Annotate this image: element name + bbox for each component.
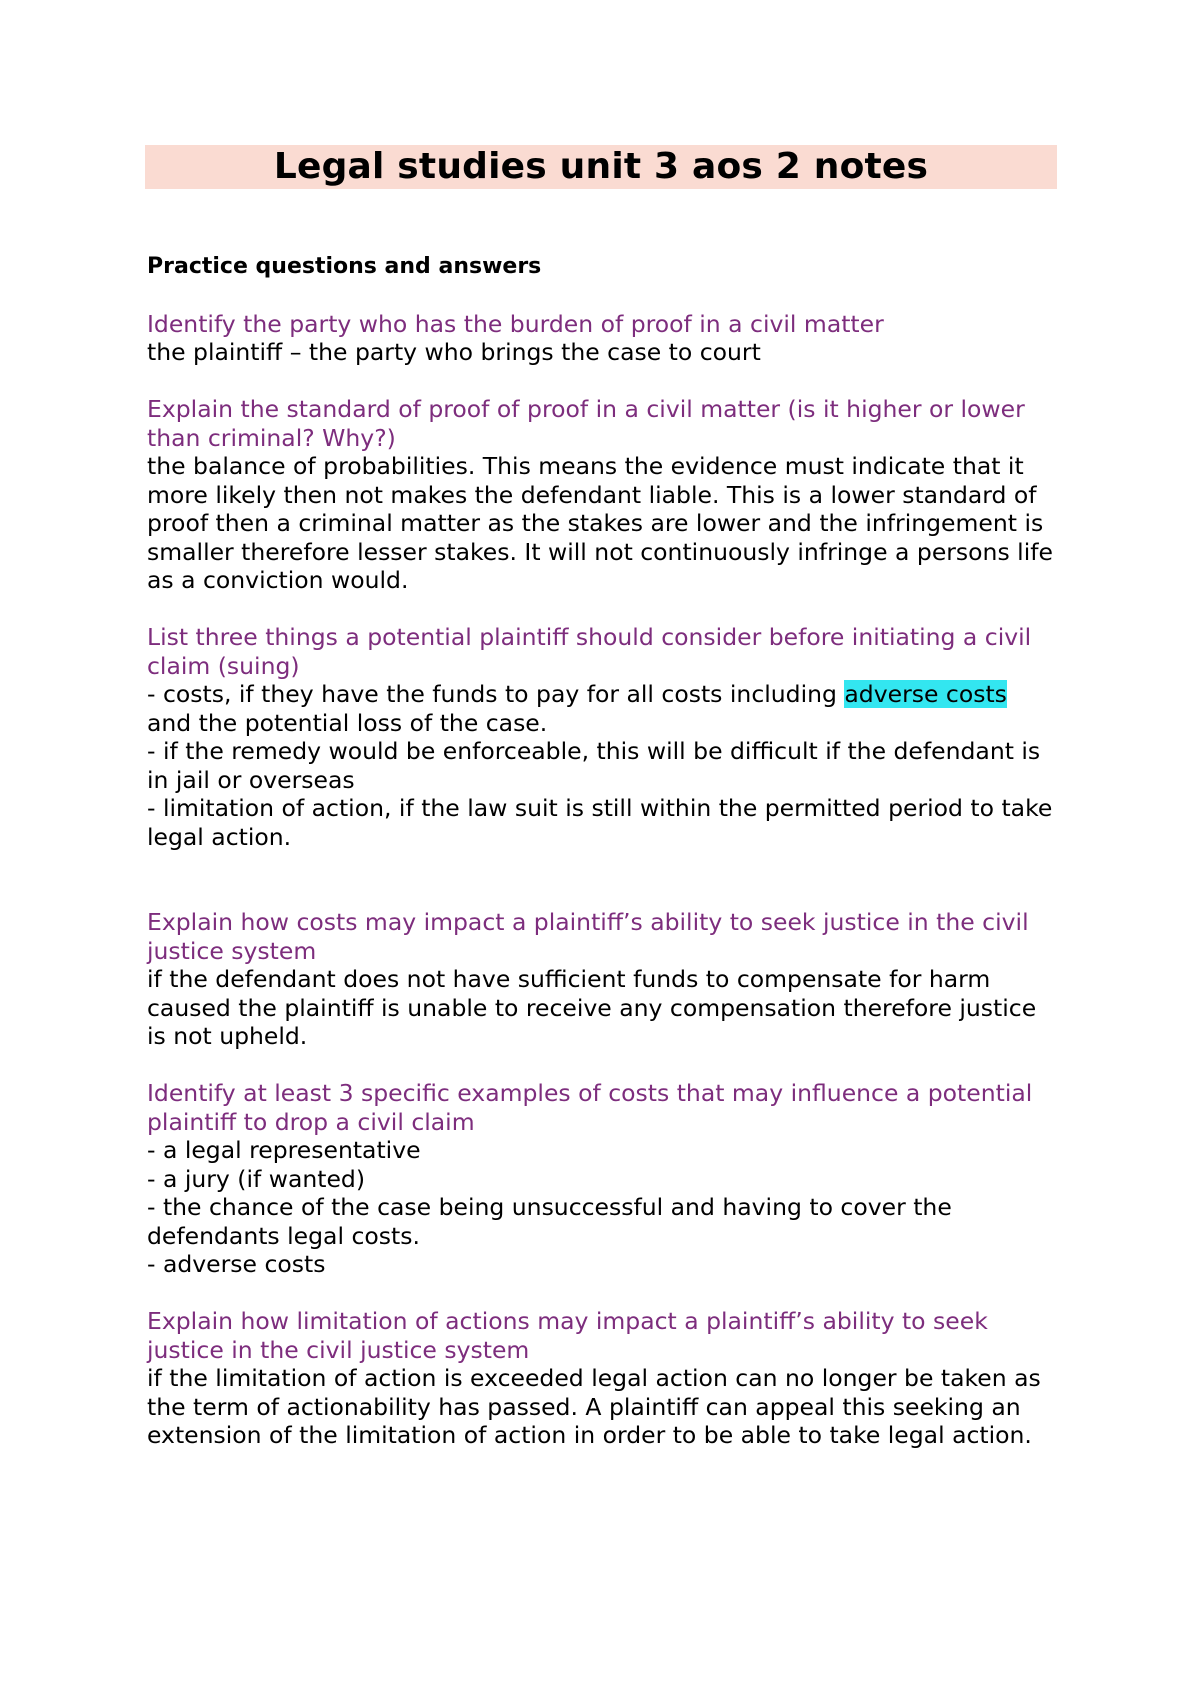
- section-heading: Practice questions and answers: [147, 254, 542, 279]
- answer: if the defendant does not have sufficient funds to compensate for harm caused the plaintiff is unable to receive any compensation therefore justice is not upheld.: [147, 965, 1037, 1050]
- list-item: - adverse costs: [147, 1250, 326, 1278]
- answer: [147, 1136, 1057, 1279]
- answer-text: and the potential loss of the case.: [147, 708, 548, 737]
- answer: the balance of probabilities. This means the evidence must indicate that it more likely then not makes the defendant liable. This is a lower standard of proof then a criminal matter as the stakes are lower and the infringement is smaller therefore lesser stakes. It will not continuously infringe a persons life as a conviction would.: [147, 452, 1053, 594]
- qa-block-limitation-of-actions: [147, 1307, 1057, 1450]
- highlighted-text: adverse costs: [844, 680, 1007, 708]
- answer-line: - limitation of action, if the law suit is still within the permitted period to take legal action.: [147, 794, 1053, 851]
- answer-line: [147, 680, 1057, 737]
- list-item: - the chance of the case being unsuccessful and having to cover the defendants legal costs.: [147, 1193, 952, 1250]
- question: Explain the standard of proof of proof in a civil matter (is it higher or lower than criminal? Why?): [147, 395, 1025, 452]
- qa-block-things-to-consider: [147, 623, 1057, 851]
- qa-block-standard-of-proof: [147, 395, 1057, 595]
- list-item: - a jury (if wanted): [147, 1164, 365, 1193]
- qa-block-cost-examples: [147, 1079, 1057, 1279]
- title-banner: [145, 145, 1057, 189]
- question: List three things a potential plaintiff should consider before initiating a civil claim (suing): [147, 623, 1032, 680]
- question: Explain how costs may impact a plaintiff’s ability to seek justice in the civil justice system: [147, 908, 1029, 965]
- document-page: [147, 145, 1057, 1450]
- qa-block-burden-of-proof: [147, 310, 1057, 367]
- question: Identify the party who has the burden of proof in a civil matter: [147, 309, 884, 338]
- answer-line: - if the remedy would be enforceable, this will be difficult if the defendant is in jail or overseas: [147, 737, 1041, 794]
- answer: the plaintiff – the party who brings the case to court: [147, 338, 761, 366]
- document-title: Legal studies unit 3 aos 2 notes: [273, 146, 929, 187]
- question: Explain how limitation of actions may impact a plaintiff’s ability to seek justice in the civil justice system: [147, 1307, 988, 1364]
- answer: if the limitation of action is exceeded legal action can no longer be taken as the term of actionability has passed. A plaintiff can appeal this seeking an extension of the limitation of action in order to be able to take legal action.: [147, 1364, 1041, 1449]
- list-item: - a legal representative: [147, 1136, 421, 1164]
- answer-text: - costs, if they have the funds to pay for all costs including: [147, 680, 845, 708]
- qa-block-costs-impact: [147, 908, 1057, 1051]
- question: Identify at least 3 specific examples of costs that may influence a potential plaintiff to drop a civil claim: [147, 1079, 1033, 1136]
- answer: [147, 680, 1057, 851]
